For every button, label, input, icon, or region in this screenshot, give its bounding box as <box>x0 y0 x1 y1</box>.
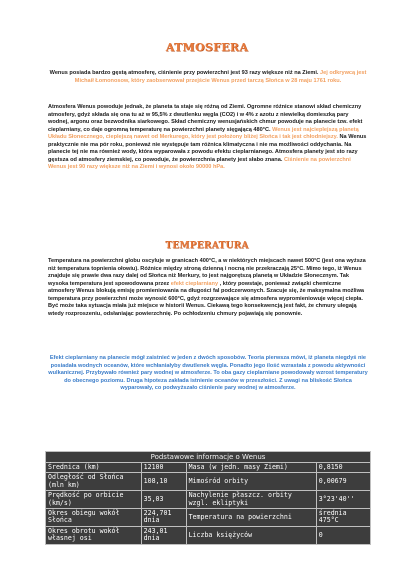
table-cell-label: Liczba księżyców <box>186 526 316 544</box>
section-title-atmosfera: ATMOSFERA <box>165 41 249 54</box>
highlighted-text: Jej odkrywcą jest Michaił Łomonosow, który zaobserwował przejście Wenus przed tarczą Słońca w 28 maju 1761 roku. <box>74 70 367 84</box>
paragraph-text: Wenus posiada bardzo gęstą atmosferę, ciśnienie przy powierzchni jest 93 razy większe niż na Ziemi. <box>49 70 319 76</box>
highlighted-text: Wenus jest najcieplejszą planetą Układu Słonecznego, cieplejszą nawet od Merkurego, który jest położony bliżej Słońca i tak jest chłodniejszy. <box>48 126 359 140</box>
table-cell-value: 3°23'40'' <box>316 491 370 509</box>
venus-info-table <box>45 451 371 545</box>
table-caption: Podstawowe informacje o Wenus <box>45 451 371 462</box>
table-cell-value: 0,8150 <box>316 463 370 473</box>
table-cell-value: 12100 <box>141 463 186 473</box>
table-cell-label: Mimośród orbity <box>186 473 316 491</box>
table-cell-value: średnia 475°C <box>316 509 370 527</box>
table-cell-value: 243,01 dnia <box>141 526 186 544</box>
table-row <box>46 509 371 527</box>
highlighted-text: Ciśnienie na powierzchni Wenus jest 90 razy większe niż na Ziemi i wynosi około 90000 hPa. <box>48 156 351 170</box>
table-cell-value: 35,03 <box>141 491 186 509</box>
table-row <box>46 491 371 509</box>
table-cell-label: Okres obrotu wokół własnej osi <box>46 526 142 544</box>
paragraph-text: Na Wenus praktycznie nie ma pór roku, ponieważ nie występuje tam różnica klimatyczna i nie ma możliwości oddychania. Na planecie tej nie ma również wody, która wyparowała z powodu efektu cieplarnianego. Atmosfera planety jest sto razy gęstsza od atmosfery ziemskiej, co powoduje, że powierzchnia planety jest słabo znana. <box>48 134 367 163</box>
table-cell-label: Temperatura na powierzchni <box>186 509 316 527</box>
paragraph-atmosfera-intro <box>48 70 368 85</box>
paragraph-temperatura-body <box>48 258 368 318</box>
paragraph-text: Atmosfera Wenus powoduje jednak, że planeta ta staje się różną od Ziemi. Ogromne różnice stanowi skład chemiczny atmosfery, gdyż składa się ona tu aż w 95,5% z dwutlenku węgla (CO2) i w 4% z azotu z niewielką domieszką pary wodnej, argonu oraz bezwodnika siarkowego. Skład chemiczny wenusjańskich chmur powoduje na planecie tzw. efekt cieplarniany, co daje ogromną temperaturę na powierzchni planety sięgającą 480°C. <box>48 104 363 133</box>
table-row <box>46 526 371 544</box>
section-title-temperatura: TEMPERATURA <box>165 241 249 251</box>
table-cell-label: Nachylenie płaszcz. orbity wzgl. ekliptyki <box>186 491 316 509</box>
table-cell-value: 224,701 dnia <box>141 509 186 527</box>
paragraph-atmosfera-body <box>48 104 368 172</box>
table-row <box>46 473 371 491</box>
table-cell-value: 0 <box>316 526 370 544</box>
paragraph-text: Temperatura na powierzchni globu oscyluje w granicach 400°C, a w niektórych miejscach nawet 500°C (jest ona wyższa niż temperatura topnienia ołowiu). Różnice między stroną dzienną i nocną nie przekraczają 25°C. Mimo tego, iż Wenus znajduje się prawie dwa razy dalej od Słońca niż Merkury, to jest najgorętszą planetą w Układzie Słonecznym. Tak wysoka temperatura jest spowodowana przez <box>48 258 366 287</box>
paragraph-greenhouse-theories: Efekt cieplarniany na planecie mógł zaistnieć w jeden z dwóch sposobów. Teoria pierwsza mówi, iż planeta niegdyś nie posiadała wodnych oceanów, które wchłaniałyby dwutlenek węgla. Ponadto jego ilość wzrastała z powodu aktywności wulkanicznej. Przybywało również pary wodnej w atmosferze. To oba gazy cieplarniane powodowały wzrost temperatury do obecnego poziomu. Druga hipoteza zakłada istnienie oceanów w przeszłości. Z uwagi na bliskość Słońca wyparowały, co podwyższało ciśnienie pary wodnej w atmosferze. <box>48 355 368 391</box>
table-cell-value: 108,10 <box>141 473 186 491</box>
highlighted-text: efekt cieplarniany <box>170 280 219 287</box>
table-cell-label: Średnica (km) <box>46 463 142 473</box>
table-cell-value: 0,00679 <box>316 473 370 491</box>
paragraph-text: , który powstaje, ponieważ związki chemiczne atmosfery Wenus blokują emisję promieniowania na długości fal podczerwonych. Szacuje się, że maksymalna możliwa temperatura przy powierzchni może wynosić 600°C, gdyż rozgrzewające się atmosfera wypromieniowuje więcej ciepła. Być może taka sytuacja miała już miejsce w historii Wenus. Ciekawą tego konsekwencją jest fakt, że chmury ulegają wtedy rozproszeniu, odsłaniając powierzchnię. Po ochłodzeniu chmury pojawiają się ponownie. <box>48 280 365 317</box>
table-row <box>46 463 371 473</box>
table-cell-label: Masa (w jedn. masy Ziemi) <box>186 463 316 473</box>
table-cell-label: Prędkość po orbicie (km/s) <box>46 491 142 509</box>
table-cell-label: Odległość od Słońca (mln km) <box>46 473 142 491</box>
table-cell-label: Okres obiegu wokół Słońca <box>46 509 142 527</box>
